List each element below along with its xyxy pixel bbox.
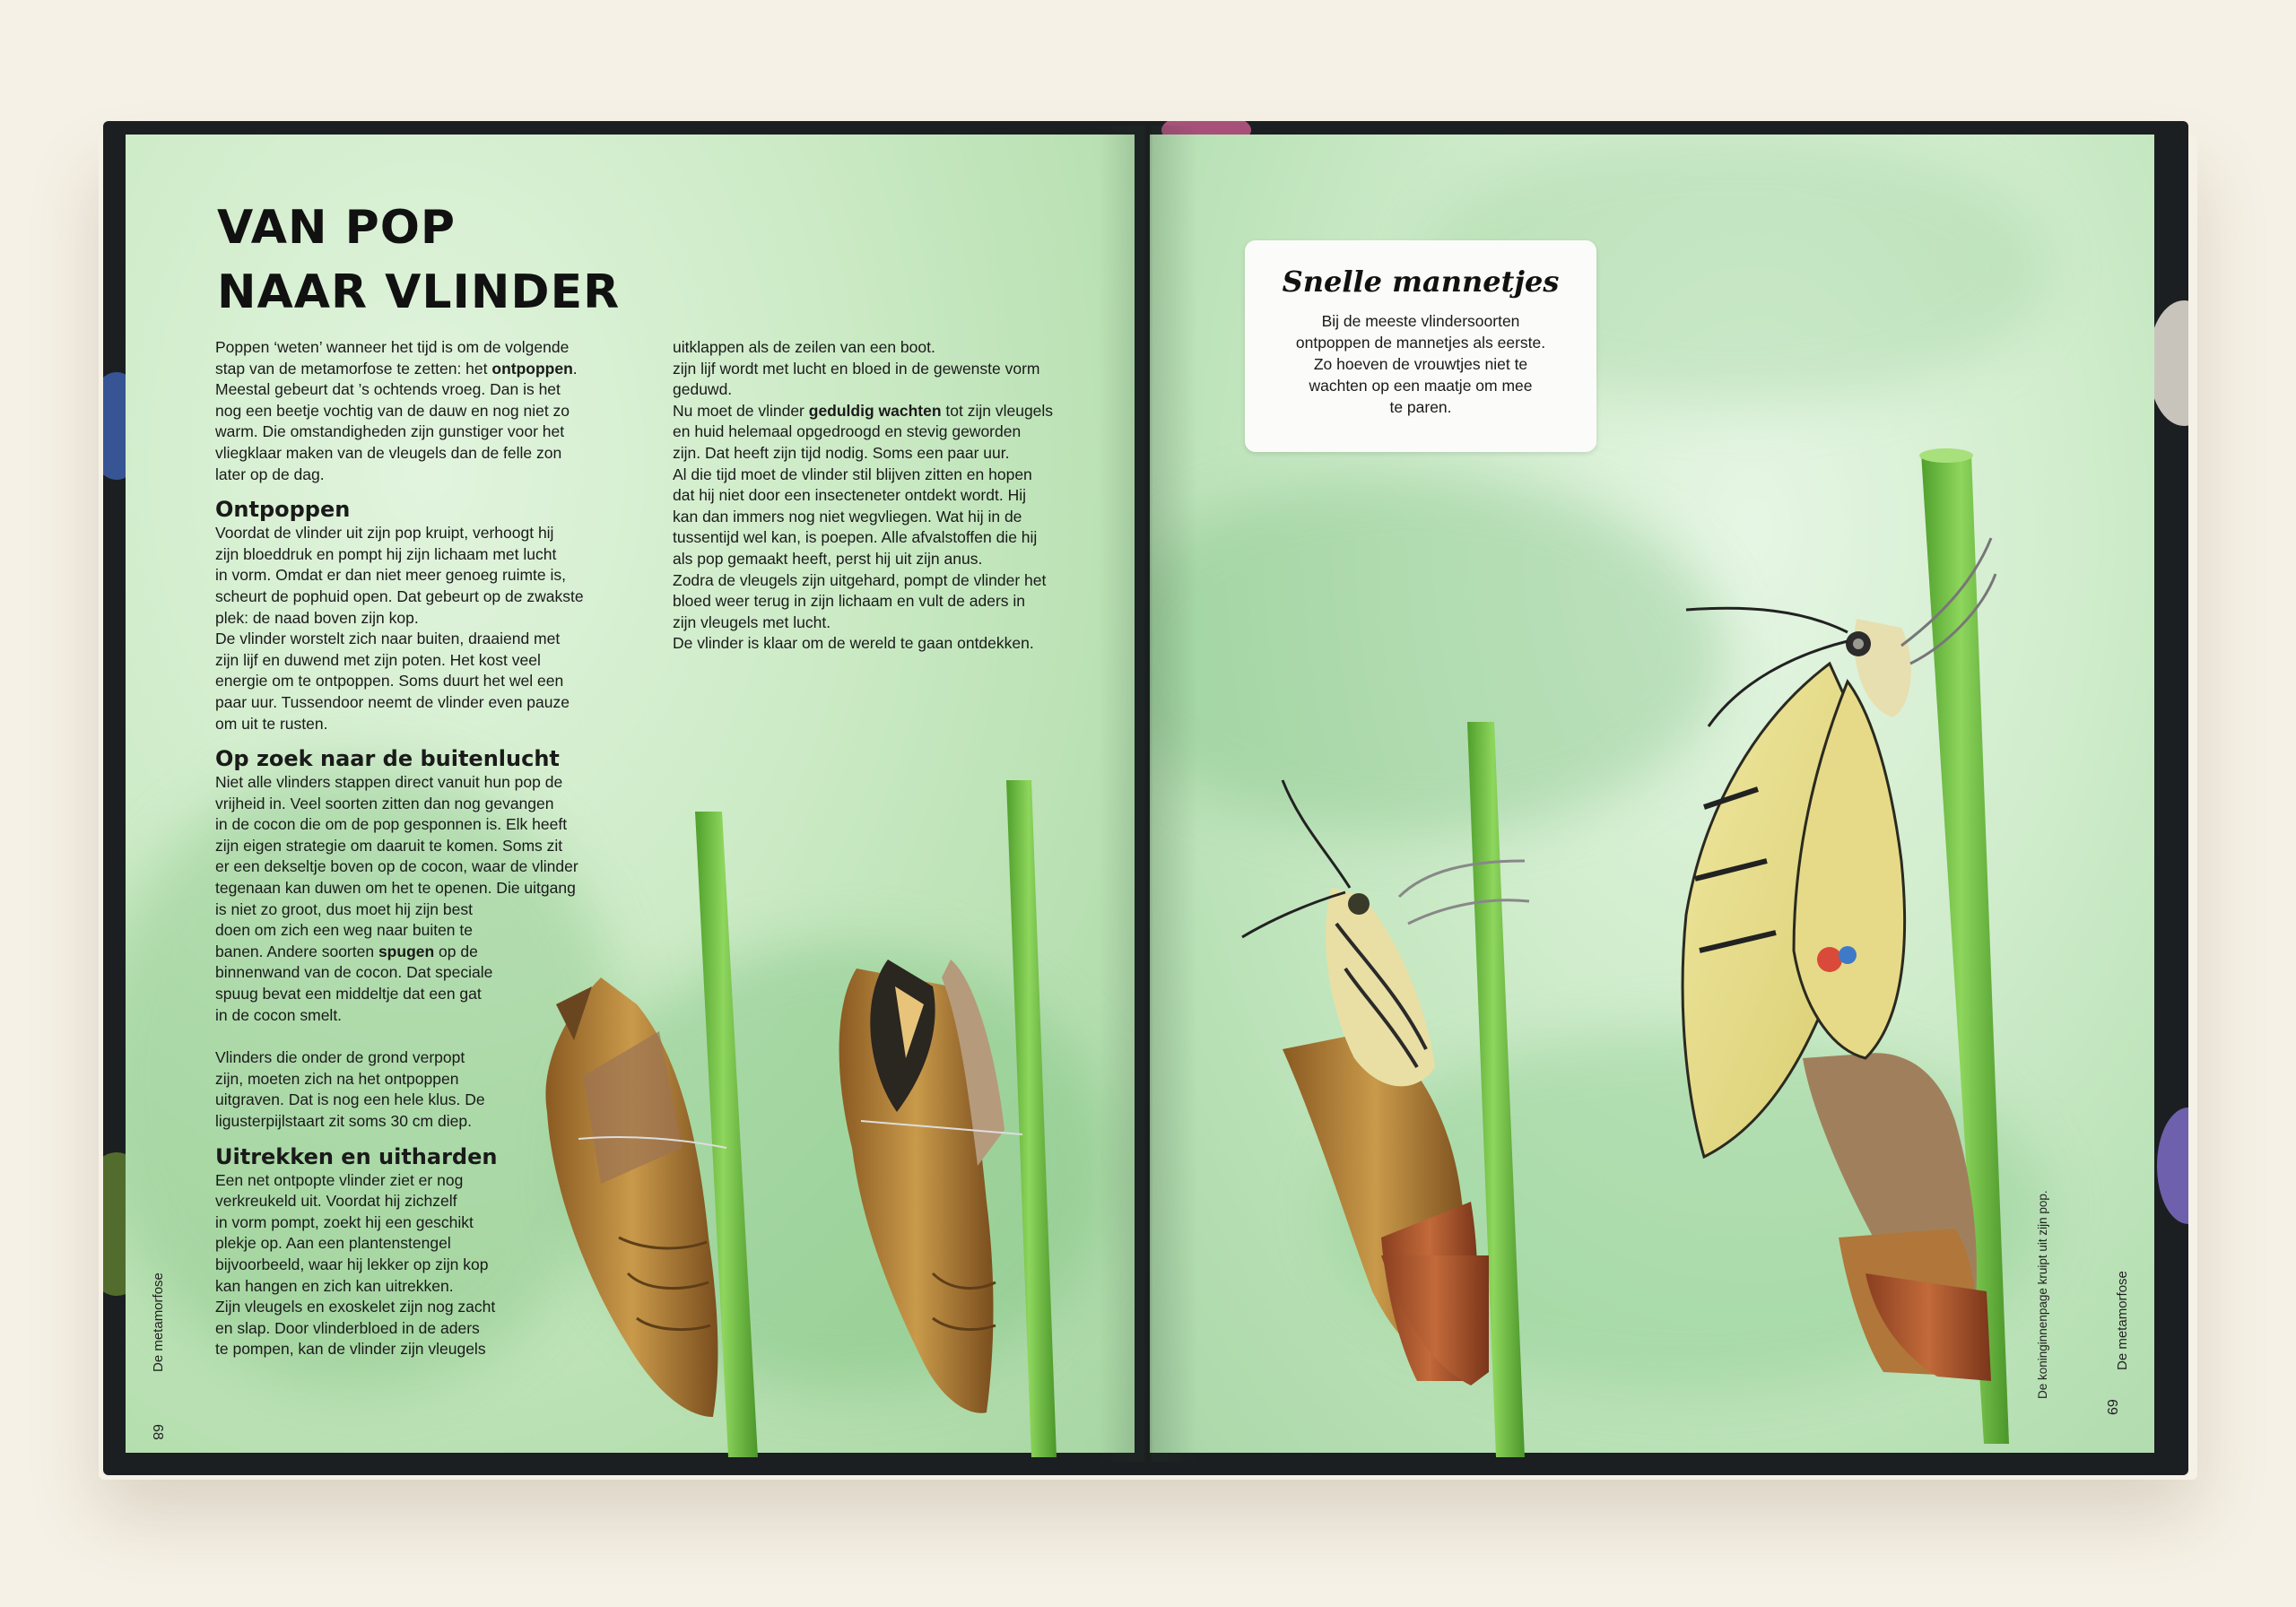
paragraph-line (673, 401, 1053, 422)
paragraph-line: dat hij niet door een insecteneter ontdekt wordt. Hij (673, 486, 1026, 505)
text-span: Nu moet de vlinder (673, 401, 809, 420)
text-span: op de (434, 942, 478, 960)
text-span: stap van de metamorfose te zetten: het (215, 359, 492, 378)
paragraph-line: paar uur. Tussendoor neemt de vlinder even pauze (215, 692, 570, 711)
page-title (217, 195, 620, 325)
paragraph-line: uitgraven. Dat is nog een hele klus. De (215, 1090, 485, 1109)
paragraph-line: zijn lijf wordt met lucht en bloed in de gewenste vorm (673, 359, 1040, 378)
paragraph-line: geduwd. (673, 380, 733, 399)
running-head: De metamorfose (2115, 1271, 2130, 1370)
page-number: 69 (2106, 1399, 2121, 1415)
paragraph-line: om uit te rusten. (215, 714, 328, 733)
paragraph-line: bijvoorbeeld, waar hij lekker op zijn kop (215, 1255, 489, 1273)
paragraph-line (215, 942, 584, 963)
paragraph-line: De vlinder worstelt zich naar buiten, draaiend met (215, 630, 561, 648)
paragraph-line: vliegklaar maken van de vleugels dan de felle zon (215, 443, 562, 462)
paragraph-line: Zodra de vleugels zijn uitgehard, pompt de vlinder het (673, 570, 1047, 589)
paragraph-line: zijn vleugels met lucht. (673, 612, 831, 631)
paragraph-line: in vorm pompt, zoekt hij een geschikt (215, 1212, 474, 1231)
paragraph-line: Zijn vleugels en exoskelet zijn nog zacht (215, 1298, 496, 1316)
paragraph-line: is niet zo groot, dus moet hij zijn best (215, 899, 473, 918)
title-line: NAAR VLINDER (217, 265, 621, 319)
illustration-caption: De koninginnenpage kruipt uit zijn pop. (2036, 1190, 2049, 1399)
paragraph-line: zijn. Dat heeft zijn tijd nodig. Soms een paar uur. (673, 443, 1010, 462)
paragraph-line: energie om te ontpoppen. Soms duurt het wel een (215, 672, 564, 691)
paragraph-line: Vlinders die onder de grond verpopt (215, 1048, 465, 1067)
paragraph-line: bloed weer terug in zijn lichaam en vult de aders in (673, 592, 1025, 611)
bold-term: geduldig wachten (808, 401, 942, 420)
paragraph-line: kan hangen en zich kan uitrekken. (215, 1276, 454, 1295)
paragraph-line: uitklappen als de zeilen van een boot. (673, 338, 935, 356)
paragraph-line: doen om zich een weg naar buiten te (215, 921, 473, 940)
callout-line: ontpoppen de mannetjes als eerste. (1295, 334, 1546, 352)
callout-line: te paren. (1389, 398, 1452, 416)
paragraph-line: Voordat de vlinder uit zijn pop kruipt, verhoogt hij (215, 524, 554, 543)
section-heading: Uitrekken en uitharden (215, 1143, 498, 1169)
title-line: VAN POP (217, 201, 457, 255)
plant-stem (1006, 780, 1057, 1457)
paragraph-line: zijn bloeddruk en pompt hij zijn lichaam met lucht (215, 544, 557, 563)
paragraph-line: zijn lijf en duwend met zijn poten. Het kost veel (215, 650, 541, 669)
paragraph-line: later op de dag. (215, 465, 325, 483)
text-column-1 (215, 337, 584, 1360)
page-number: 68 (150, 1424, 165, 1440)
section-heading: Op zoek naar de buitenlucht (215, 746, 560, 772)
callout-line: Bij de meeste vlindersoorten (1321, 312, 1520, 330)
bold-term: ontpoppen (491, 359, 573, 378)
paragraph-line: in de cocon die om de pop gesponnen is. Elk heeft (215, 815, 568, 834)
paragraph-line: en slap. Door vlinderbloed in de aders (215, 1318, 480, 1337)
paragraph-line: als pop gemaakt heeft, perst hij uit zijn anus. (673, 549, 983, 568)
callout-line: Zo hoeven de vrouwtjes niet te (1313, 355, 1528, 373)
text-span: . (572, 359, 578, 378)
paragraph-line: tussentijd wel kan, is poepen. Alle afvalstoffen die hij (673, 528, 1038, 547)
paragraph-line: in de cocon smelt. (215, 1005, 343, 1024)
paragraph-line (215, 359, 584, 380)
text-column-2 (673, 337, 1053, 655)
callout-box (1245, 240, 1596, 452)
paragraph-line: in vorm. Omdat er dan niet meer genoeg ruimte is, (215, 566, 567, 585)
paragraph-line: nog een beetje vochtig van de dauw en nog niet zo (215, 401, 570, 420)
pupa-illustration (839, 960, 1022, 1413)
callout-line: wachten op een maatje om mee (1309, 377, 1533, 395)
paragraph-line: Poppen ‘weten’ wanneer het tijd is om de volgende (215, 338, 570, 356)
text-span: banen. Andere soorten (215, 942, 378, 960)
paragraph-line: Al die tijd moet de vlinder stil blijven zitten en hopen (673, 465, 1032, 483)
stem-tip (1919, 448, 1973, 463)
paragraph-line: kan dan immers nog niet wegvliegen. Wat hij in de (673, 507, 1022, 526)
running-head: De metamorfose (151, 1273, 166, 1372)
paragraph-line: warm. Die omstandigheden zijn gunstiger voor het (215, 422, 565, 441)
paragraph-line: er een dekseltje boven op de cocon, waar de vlinder (215, 857, 578, 876)
paragraph-line: plek: de naad boven zijn kop. (215, 608, 419, 627)
paragraph-line: verkreukeld uit. Voordat hij zichzelf (215, 1192, 457, 1211)
text-span: tot zijn vleugels (941, 401, 1054, 420)
paragraph-line: vrijheid in. Veel soorten zitten dan nog gevangen (215, 794, 554, 812)
bold-term: spugen (378, 942, 435, 960)
paragraph-line: De vlinder is klaar om de wereld te gaan ontdekken. (673, 634, 1034, 653)
paragraph-line: scheurt de pophuid open. Dat gebeurt op de zwakste (215, 586, 584, 605)
paragraph-line: spuug bevat een middeltje dat een gat (215, 985, 482, 1003)
section-heading: Ontpoppen (215, 497, 351, 523)
paragraph-line: zijn eigen strategie om daaruit te komen. Soms zit (215, 836, 563, 855)
paragraph-line: tegenaan kan duwen om het te openen. Die uitgang (215, 879, 576, 898)
paragraph-line: Niet alle vlinders stappen direct vanuit hun pop de (215, 773, 563, 792)
paragraph-line: te pompen, kan de vlinder zijn vleugels (215, 1340, 486, 1359)
paragraph-line: Een net ontpopte vlinder ziet er nog (215, 1170, 464, 1189)
paragraph-line: Meestal gebeurt dat ’s ochtends vroeg. Dan is het (215, 380, 561, 399)
paragraph-line: zijn, moeten zich na het ontpoppen (215, 1069, 459, 1088)
callout-title: Snelle mannetjes (1282, 265, 1560, 299)
paragraph-line: binnenwand van de cocon. Dat speciale (215, 963, 493, 982)
paragraph-line: en huid helemaal opgedroogd en stevig geworden (673, 422, 1022, 441)
paragraph-line: plekje op. Aan een plantenstengel (215, 1234, 451, 1253)
paragraph-line: ligusterpijlstaart zit soms 30 cm diep. (215, 1112, 472, 1130)
